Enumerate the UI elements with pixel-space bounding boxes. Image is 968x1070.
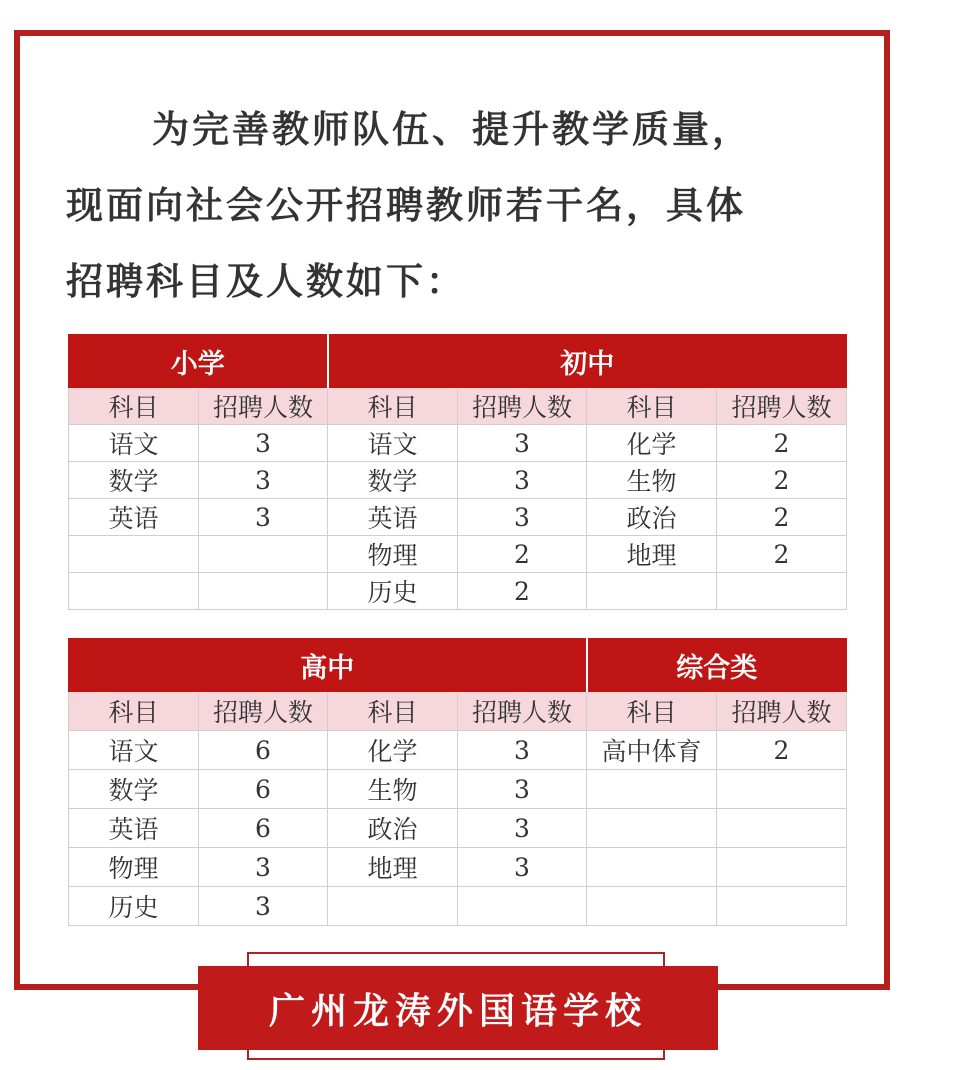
table-cell: 2 [458, 573, 587, 610]
table-row [69, 887, 847, 926]
table-row [69, 731, 847, 770]
table-cell: 3 [199, 462, 328, 499]
table-cell: 3 [458, 462, 587, 499]
col-header: 科目 [587, 388, 717, 425]
table-cell [69, 573, 199, 610]
table-cell: 3 [458, 425, 587, 462]
col-header: 科目 [69, 692, 199, 731]
table-cell: 英语 [69, 499, 199, 536]
table-cell [587, 809, 717, 848]
table-row [69, 499, 847, 536]
col-header: 招聘人数 [458, 388, 587, 425]
section-high: 高中 [69, 639, 587, 692]
table-row [69, 848, 847, 887]
table-cell: 英语 [69, 809, 199, 848]
table-cell: 生物 [587, 462, 717, 499]
table-cell [69, 536, 199, 573]
column-header-row [69, 692, 847, 731]
table-cell [717, 573, 847, 610]
column-header-row [69, 388, 847, 425]
table-cell: 6 [199, 770, 328, 809]
section-comprehensive: 综合类 [587, 639, 847, 692]
table-cell: 数学 [328, 462, 458, 499]
school-name-banner [198, 966, 718, 1050]
intro-line-3: 招聘科目及人数如下： [66, 260, 466, 303]
table-cell: 2 [717, 462, 847, 499]
table-cell [587, 848, 717, 887]
table-cell: 2 [458, 536, 587, 573]
school-name: 广州龙涛外国语学校 [268, 990, 647, 1032]
table-cell: 化学 [328, 731, 458, 770]
section-middle: 初中 [328, 335, 847, 388]
col-header: 科目 [69, 388, 199, 425]
table-cell: 生物 [328, 770, 458, 809]
table-cell [717, 770, 847, 809]
table-cell: 高中体育 [587, 731, 717, 770]
table-cell: 3 [199, 499, 328, 536]
intro-line-2: 现面向社会公开招聘教师若干名，具体 [66, 184, 746, 227]
table-cell [587, 573, 717, 610]
table-cell: 6 [199, 731, 328, 770]
table-cell: 3 [199, 425, 328, 462]
table-cell: 语文 [69, 731, 199, 770]
table-row [69, 809, 847, 848]
col-header: 招聘人数 [458, 692, 587, 731]
table-cell [717, 848, 847, 887]
table-cell: 6 [199, 809, 328, 848]
table-cell: 2 [717, 536, 847, 573]
table-row [69, 425, 847, 462]
table-cell [199, 573, 328, 610]
section-primary: 小学 [69, 335, 328, 388]
table-cell: 历史 [69, 887, 199, 926]
table-cell [199, 536, 328, 573]
table-cell: 物理 [328, 536, 458, 573]
col-header: 科目 [328, 388, 458, 425]
table-cell: 3 [458, 809, 587, 848]
table-cell [717, 887, 847, 926]
table-cell [717, 809, 847, 848]
table-row [69, 462, 847, 499]
col-header: 科目 [587, 692, 717, 731]
table-cell: 3 [458, 770, 587, 809]
table-cell: 3 [458, 848, 587, 887]
table-cell: 历史 [328, 573, 458, 610]
table-cell: 2 [717, 731, 847, 770]
table-cell [458, 887, 587, 926]
col-header: 招聘人数 [717, 692, 847, 731]
intro-paragraph [66, 92, 856, 320]
table-cell: 物理 [69, 848, 199, 887]
table-cell [328, 887, 458, 926]
intro-line-1: 为完善教师队伍、提升教学质量， [152, 108, 752, 151]
table-cell: 2 [717, 499, 847, 536]
table-cell: 语文 [69, 425, 199, 462]
table-cell: 数学 [69, 462, 199, 499]
table-cell: 数学 [69, 770, 199, 809]
table-cell: 3 [199, 887, 328, 926]
table-cell: 语文 [328, 425, 458, 462]
table-cell: 地理 [587, 536, 717, 573]
primary-middle-school-table [68, 334, 847, 610]
table-cell [587, 770, 717, 809]
table-cell: 英语 [328, 499, 458, 536]
high-school-table [68, 638, 847, 926]
table-cell: 2 [717, 425, 847, 462]
col-header: 科目 [328, 692, 458, 731]
table-cell: 化学 [587, 425, 717, 462]
section-header-row [69, 335, 847, 388]
table-cell [587, 887, 717, 926]
section-header-row [69, 639, 847, 692]
table-row [69, 536, 847, 573]
col-header: 招聘人数 [199, 388, 328, 425]
col-header: 招聘人数 [199, 692, 328, 731]
table-cell: 政治 [587, 499, 717, 536]
table-cell: 3 [199, 848, 328, 887]
col-header: 招聘人数 [717, 388, 847, 425]
table-cell: 政治 [328, 809, 458, 848]
table-cell: 3 [458, 499, 587, 536]
table-cell: 3 [458, 731, 587, 770]
table-cell: 地理 [328, 848, 458, 887]
table-row [69, 770, 847, 809]
table-row [69, 573, 847, 610]
